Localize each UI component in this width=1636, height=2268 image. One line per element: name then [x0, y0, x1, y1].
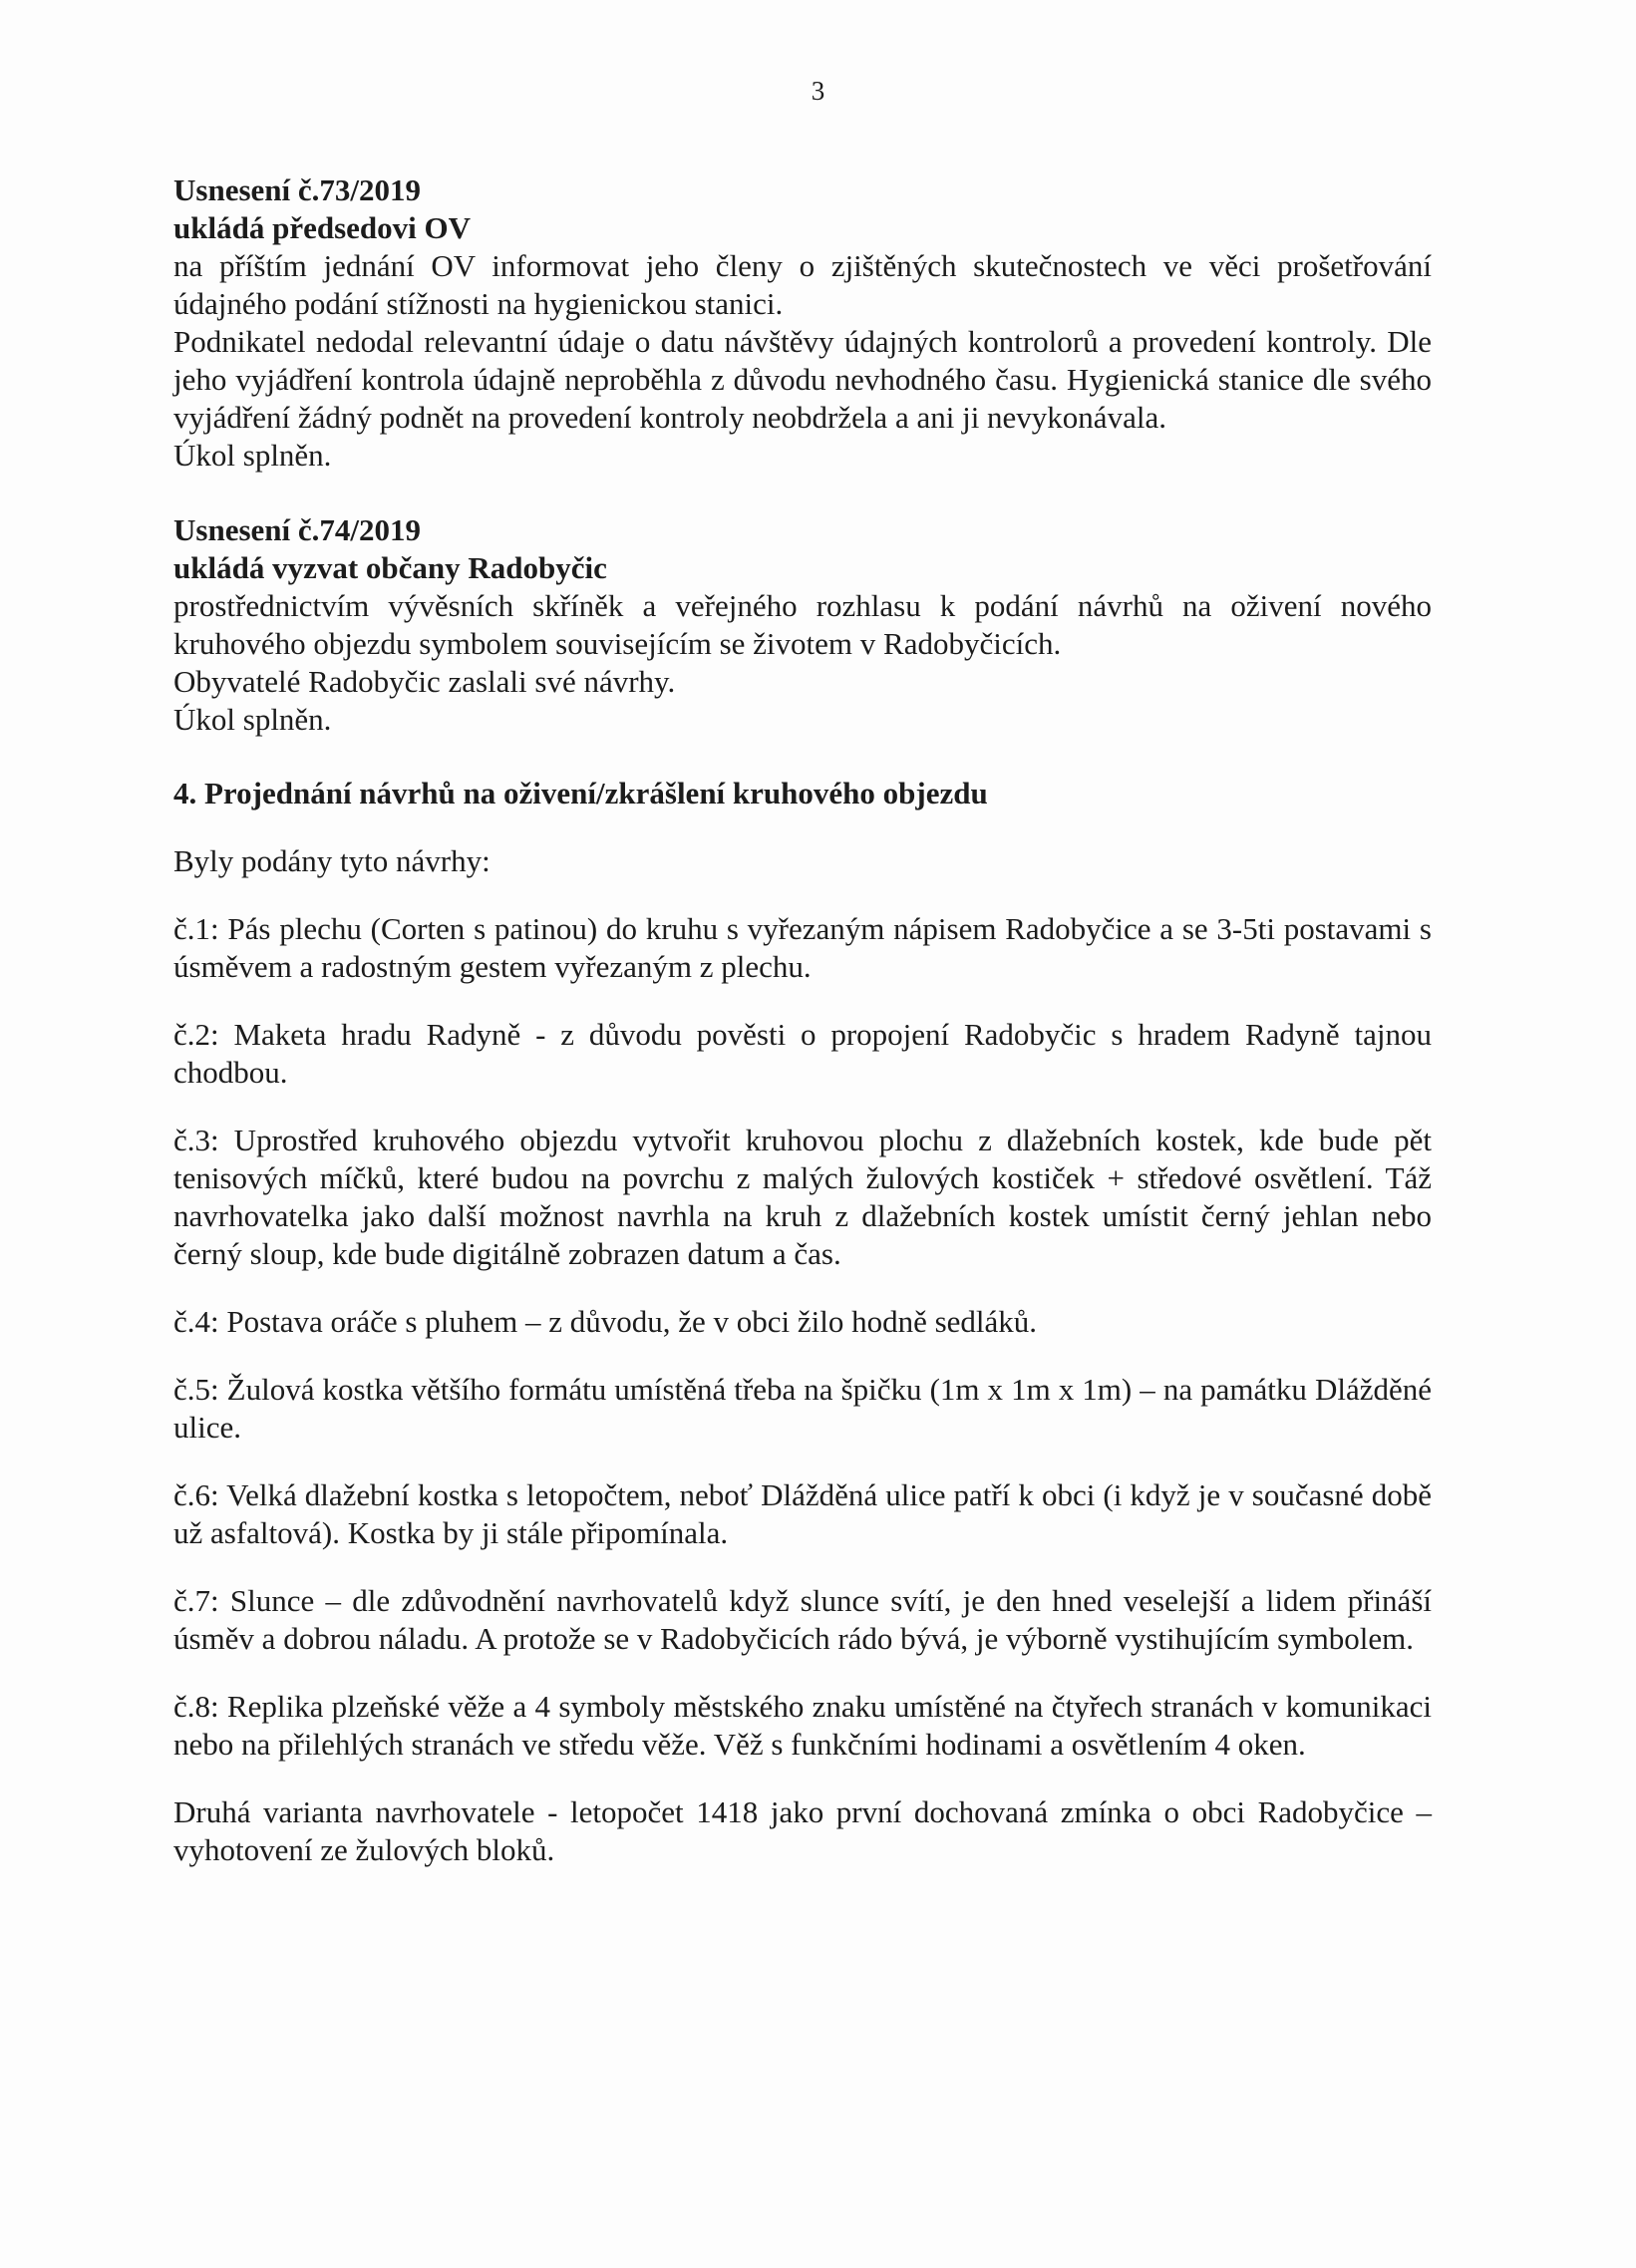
resolution-paragraph: na příštím jednání OV informovat jeho členy o zjištěných skutečnostech ve věci prošetřování údajného podání stížnosti na hygienickou stanici.: [173, 248, 1432, 321]
resolution-subtitle: ukládá vyzvat občany Radobyčic: [173, 550, 607, 585]
resolution-74: [173, 511, 1432, 739]
page-number: 3: [811, 76, 825, 106]
resolution-73: [173, 171, 1432, 475]
resolution-status: Úkol splněn.: [173, 438, 332, 473]
proposal-item-variant: Druhá varianta navrhovatele - letopočet 1418 jako první dochovaná zmínka o obci Radobyčice – vyhotovení ze žulových bloků.: [173, 1794, 1432, 1867]
proposal-item: č.8: Replika plzeňské věže a 4 symboly městského znaku umístěné na čtyřech stranách v komunikaci nebo na přilehlých stranách ve středu věže. Věž s funkčními hodinami a osvětlením 4 oken.: [173, 1689, 1432, 1762]
section-heading: 4. Projednání návrhů na oživení/zkrášlení kruhového objezdu: [173, 776, 988, 810]
resolution-title: Usnesení č.73/2019: [173, 172, 421, 207]
resolution-paragraph: prostřednictvím vývěsních skříněk a veřejného rozhlasu k podání návrhů na oživení nového kruhového objezdu symbolem souvisejícím se životem v Radobyčicích.: [173, 588, 1432, 661]
proposal-item: č.6: Velká dlažební kostka s letopočtem, neboť Dlážděná ulice patří k obci (i když je v současné době už asfaltová). Kostka by ji stále připomínala.: [173, 1477, 1432, 1550]
proposal-item: č.3: Uprostřed kruhového objezdu vytvořit kruhovou plochu z dlažebních kostek, kde bude pět tenisových míčků, které budou na povrchu z malých žulových kostiček + středové osvětlení. Táž navrhovatelka jako další možnost navrhla na kruh z dlažebních kostek umístit černý jehlan nebo černý sloup, kde bude digitálně zobrazen datum a čas.: [173, 1123, 1432, 1271]
resolution-paragraph: Obyvatelé Radobyčic zaslali své návrhy.: [173, 664, 676, 699]
proposal-item: č.1: Pás plechu (Corten s patinou) do kruhu s vyřezaným nápisem Radobyčice a se 3-5ti postavami s úsměvem a radostným gestem vyřezaným z plechu.: [173, 911, 1432, 984]
resolution-status: Úkol splněn.: [173, 702, 332, 737]
resolution-title: Usnesení č.74/2019: [173, 512, 421, 547]
proposal-item: č.2: Maketa hradu Radyně - z důvodu pověsti o propojení Radobyčic s hradem Radyně tajnou chodbou.: [173, 1017, 1432, 1090]
page-content: [173, 171, 1432, 1869]
proposal-item: č.5: Žulová kostka většího formátu umístěná třeba na špičku (1m x 1m x 1m) – na památku Dlážděné ulice.: [173, 1372, 1432, 1445]
resolution-subtitle: ukládá předsedovi OV: [173, 210, 472, 245]
section-intro: Byly podány tyto návrhy:: [173, 843, 491, 878]
resolution-paragraph: Podnikatel nedodal relevantní údaje o datu návštěvy údajných kontrolorů a provedení kontroly. Dle jeho vyjádření kontrola údajně neproběhla z důvodu nevhodného času. Hygienická stanice dle svého vyjádření žádný podnět na provedení kontroly neobdržela a ani ji nevykonávala.: [173, 324, 1432, 435]
proposal-item: č.7: Slunce – dle zdůvodnění navrhovatelů když slunce svítí, je den hned veselejší a lidem přináší úsměv a dobrou náladu. A protože se v Radobyčicích rádo bývá, je výborně vystihujícím symbolem.: [173, 1583, 1432, 1656]
proposal-item: č.4: Postava oráče s pluhem – z důvodu, že v obci žilo hodně sedláků.: [173, 1304, 1038, 1339]
